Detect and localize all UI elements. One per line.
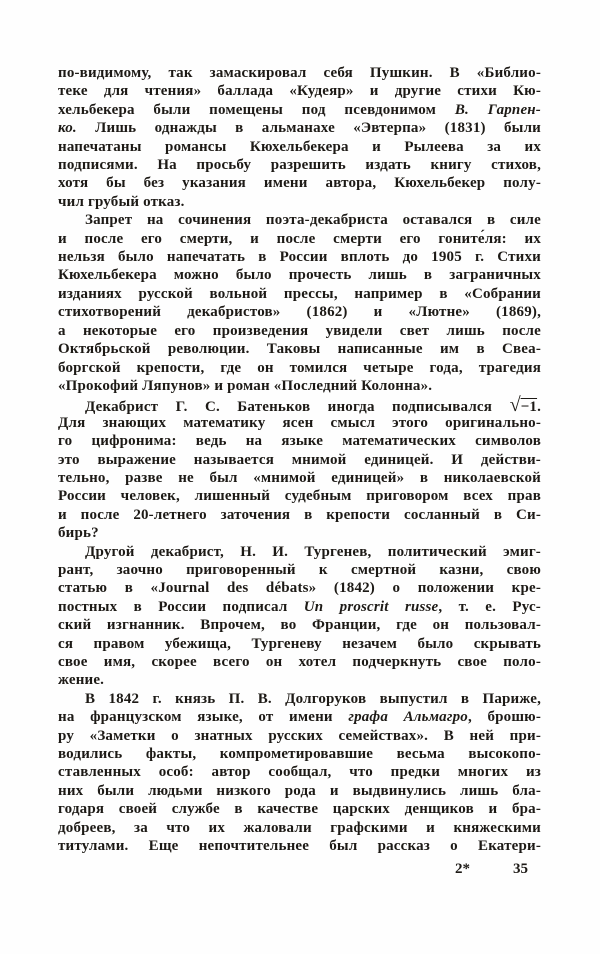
text-line bbox=[58, 727, 541, 745]
text-line bbox=[58, 800, 541, 818]
text-line bbox=[58, 119, 541, 137]
text-line bbox=[58, 524, 541, 542]
text-segment: ставленных особ: автор сообщал, что предки многих из bbox=[58, 764, 541, 781]
text-segment: и после его смерти, и после смерти его гоните́ля: их bbox=[58, 230, 541, 247]
text-segment: хотя бы без указания имени автора, Кюхельбекер полу- bbox=[58, 175, 541, 192]
text-line bbox=[58, 708, 541, 726]
text-line bbox=[58, 303, 541, 321]
text-line bbox=[58, 616, 541, 634]
text-line bbox=[58, 138, 541, 156]
text-segment: водились факты, компрометировавшие весьма высокопо- bbox=[58, 746, 541, 763]
text-segment: это выражение называется мнимой единицей. И действи- bbox=[58, 451, 541, 468]
text-line bbox=[58, 543, 541, 561]
text-segment: хельбекера были помещены под псевдонимом bbox=[58, 101, 455, 118]
text-segment: В 1842 г. князь П. В. Долгоруков выпустил в Париже, bbox=[85, 690, 541, 707]
text-segment: , т. е. Рус- bbox=[438, 598, 541, 615]
text-segment: . bbox=[537, 399, 541, 416]
text-line bbox=[58, 64, 541, 82]
text-segment: «Прокофий Ляпунов» и роман «Последний Колонна». bbox=[58, 377, 433, 394]
text-segment: статью в «Journal des débats» (1842) о положении кре- bbox=[58, 580, 541, 597]
text-segment: ся правом убежища, Тургеневу незачем было скрывать bbox=[58, 635, 541, 652]
text-line bbox=[58, 193, 541, 211]
text-segment: и после 20-летнего заточения в крепости сосланный в Си- bbox=[58, 506, 541, 523]
text-line bbox=[58, 469, 541, 487]
text-segment: стихотворений декабристов» (1862) и «Лютне» (1869), bbox=[58, 304, 541, 321]
text-line bbox=[58, 782, 541, 800]
text-line bbox=[58, 487, 541, 505]
text-segment: годаря своей службе в качестве царских денщиков и бра- bbox=[58, 801, 541, 818]
text-segment: жение. bbox=[58, 672, 105, 689]
text-block bbox=[58, 64, 541, 855]
text-segment: по-видимому, так замаскировал себя Пушкин. В «Библио- bbox=[58, 65, 541, 81]
text-segment: бирь? bbox=[58, 525, 99, 542]
text-line bbox=[58, 451, 541, 469]
text-line bbox=[58, 285, 541, 303]
radical-sign: √ bbox=[509, 394, 521, 417]
text-line bbox=[58, 506, 541, 524]
text-line bbox=[58, 322, 541, 340]
text-line bbox=[58, 635, 541, 653]
text-segment: Декабрист Г. С. Батеньков иногда подписывался bbox=[85, 399, 510, 416]
text-line bbox=[58, 414, 541, 432]
text-line bbox=[58, 101, 541, 119]
text-segment: теке для чтения» баллада «Кудеяр» и другие стихи Кю- bbox=[58, 83, 541, 100]
text-segment: чил грубый отказ. bbox=[58, 193, 185, 210]
text-segment: титулами. Еще непочтительнее был рассказ о Екатери- bbox=[58, 838, 541, 855]
text-segment: Другой декабрист, Н. И. Тургенев, политический эмиг- bbox=[85, 543, 541, 560]
text-segment: рант, заочно приговоренный к смертной казни, свою bbox=[58, 561, 541, 578]
text-line bbox=[58, 653, 541, 671]
text-segment: графа Альмагро bbox=[348, 709, 468, 726]
text-line bbox=[58, 837, 541, 855]
text-segment: Un proscrit russe bbox=[303, 598, 439, 615]
text-segment: а некоторые его произведения увидели свет лишь после bbox=[58, 322, 541, 339]
text-line bbox=[58, 211, 541, 229]
text-line bbox=[58, 579, 541, 597]
text-segment: постных в России подписал bbox=[58, 598, 304, 615]
text-line bbox=[58, 394, 541, 417]
text-line bbox=[58, 248, 541, 266]
text-segment: Лишь однажды в альманахе «Эвтерпа» (1831) были bbox=[76, 120, 541, 137]
text-segment: ру «Заметки о знатных русских семействах». В ней при- bbox=[58, 727, 541, 744]
text-line bbox=[58, 266, 541, 284]
text-line bbox=[58, 819, 541, 837]
text-segment: подписями. На просьбу разрешить издать книгу стихов, bbox=[58, 157, 541, 174]
text-line bbox=[58, 230, 541, 248]
text-segment: го цифронима: ведь на языке математических символов bbox=[58, 433, 541, 450]
text-segment: нельзя было напечатать в России вплоть до 1905 г. Стихи bbox=[58, 249, 541, 266]
text-segment: ский изгнанник. Впрочем, во Франции, где он пользовал- bbox=[58, 617, 541, 634]
text-line bbox=[58, 156, 541, 174]
text-segment: боргской крепости, где он томился четыре года, трагедия bbox=[58, 359, 541, 376]
text-segment: ко. bbox=[58, 120, 77, 137]
text-line bbox=[58, 340, 541, 358]
text-segment: В. Гарпен- bbox=[454, 101, 541, 118]
text-line bbox=[58, 82, 541, 100]
text-line bbox=[58, 561, 541, 579]
text-segment: Для знающих математику ясен смысл этого оригинально- bbox=[58, 414, 541, 431]
text-segment: Кюхельбекера можно было прочесть лишь в заграничных bbox=[58, 267, 541, 284]
text-segment: них были людьми низкого рода и выдвинулись лишь бла- bbox=[58, 782, 541, 799]
text-line bbox=[58, 671, 541, 689]
text-segment: России человек, лишенный судебным приговором всех прав bbox=[58, 488, 541, 505]
text-segment: тельно, разве не был «мнимой единицей» в николаевской bbox=[58, 469, 541, 486]
text-line bbox=[58, 359, 541, 377]
text-segment: Октябрьской революции. Таковы написанные им в Свеа- bbox=[58, 341, 541, 358]
text-segment: на французском языке, от имени bbox=[58, 709, 349, 726]
text-segment: , брошю- bbox=[467, 709, 542, 726]
text-line bbox=[58, 745, 541, 763]
text-segment: свое имя, скорее всего он хотел подчеркнуть свое поло- bbox=[58, 654, 541, 670]
text-line bbox=[58, 690, 541, 708]
text-segment: добреев, за что их жаловали графскими и княжескими bbox=[58, 819, 541, 836]
text-line bbox=[58, 763, 541, 781]
text-line bbox=[58, 598, 541, 616]
text-line bbox=[58, 432, 541, 450]
text-line bbox=[58, 377, 541, 395]
text-line bbox=[58, 174, 541, 192]
text-segment: напечатаны романсы Кюхельбекера и Рылеева за их bbox=[58, 138, 541, 155]
text-segment: −1 bbox=[520, 399, 538, 416]
text-segment: изданиях русской вольной прессы, например в «Собрании bbox=[58, 285, 541, 302]
page-number: 35 bbox=[513, 861, 528, 877]
text-segment: Запрет на сочинения поэта-декабриста оставался в силе bbox=[85, 212, 541, 229]
signature-mark: 2* bbox=[455, 861, 470, 877]
